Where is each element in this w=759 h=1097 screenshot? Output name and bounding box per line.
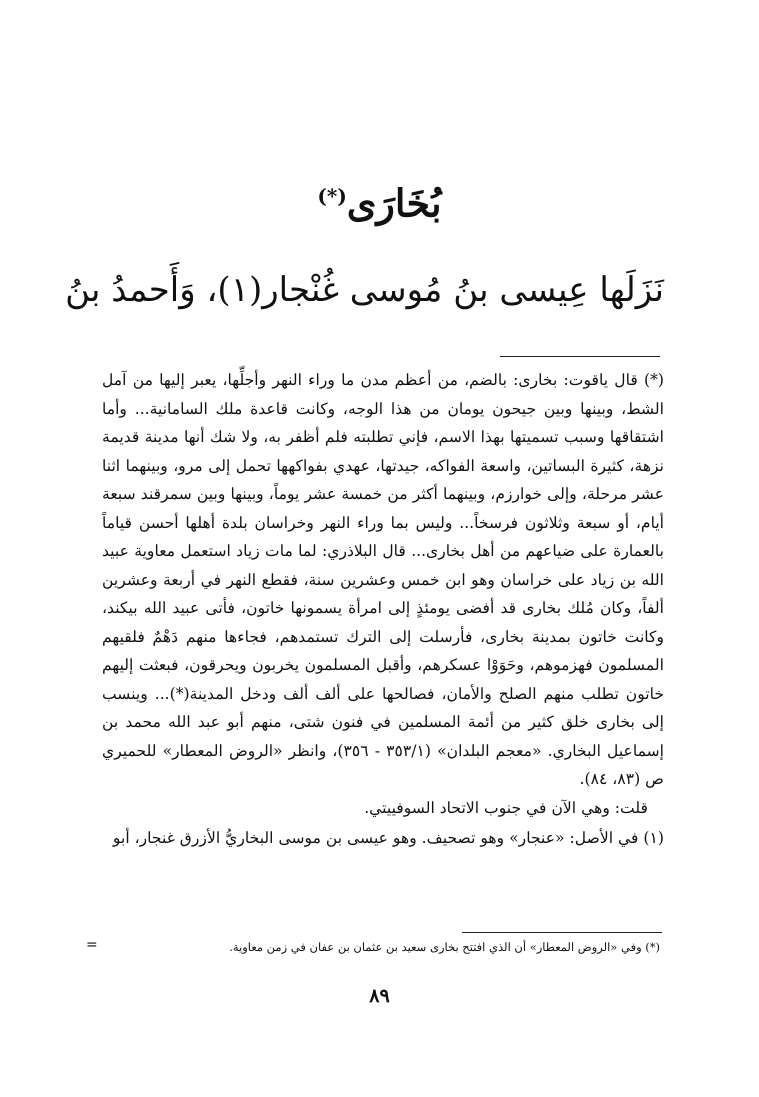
yaqut-note: (*) قال ياقوت: بخارى: بالضم، من أعظم مدن ما وراء النهر وأجلِّها، يعبر إليها من آمل الشط، وبينها وبين جيحون يومان من هذا الوجه، وكانت قاعدة ملك السامانية... وأما اشتقاقها وسبب تسميتها بهذا الاسم، فإني تطلبته فلم أظفر به، ولا شك أنها مدينة قديمة نزهة، كثيرة البساتين، واسعة الفواكه، جيدتها، عهدي بفواكهها تحمل إلى مرو، وبينهما اثنا عشر مرحلة، وإلى خوارزم، وبينهما أكثر من خمسة عشر يوماً، وبينها وبين سمرقند سبعة أيام، أو سبعة وثلاثون فرسخاً... وليس بما وراء النهر وخراسان بلدة أهلها أحسن قياماً بالعمارة على ضياعهم من أهل بخارى... قال البلاذري: لما مات زياد استعمل معاوية عبيد الله بن زياد على خراسان وهو ابن خمس وعشرين سنة، فقطع النهر في أربعة وعشرين ألفاً، وكان مُلك بخارى قد أفضى يومئذٍ إلى امرأة يسمونها خاتون، فأتى عبيد الله بيكند، وكانت خاتون بمدينة بخارى، فأرسلت إلى الترك تستمدهم، فجاءها منهم دَهْمٌ فلقيهم المسلمون فهزموهم، وحَوَوْا عسكرهم، وأقبل المسلمون يخربون ويحرقون، فبعثت إليهم خاتون تطلب منهم الصلح والأمان، فصالحها على ألف ألف ودخل المدينة(*)... وينسب إلى بخارى خلق كثير من أئمة المسلمين في فنون شتى، منهم أبو عبد الله محمد بن إسماعيل البخاري. «معجم البلدان» (٣٥٣/١ - ٣٥٦)، وانظر «الروض المعطار» للحميري ص (٨٣، ٨٤). [102, 371, 664, 788]
author-remark: قلت: وهي الآن في جنوب الاتحاد السوفييتي. [364, 798, 648, 817]
continuation-mark: = [86, 937, 98, 953]
notes-block [102, 366, 664, 853]
page-number: ٨٩ [369, 985, 390, 1007]
entry-title [0, 168, 759, 232]
entry-title-text: بُخَارَى [346, 180, 442, 226]
notes-divider [500, 356, 660, 357]
bottom-footnote: (*) وفي «الروض المعطار» أن الذي افتتح بخارى سعيد بن عثمان بن عفان في زمن معاوية. [229, 940, 660, 954]
footnote-1: (١) في الأصل: «عنجار» وهو تصحيف. وهو عيسى بن موسى البخاريُّ الأزرق غنجار، أبو [112, 829, 664, 847]
opening-line: نَزَلَها عِيسى بنُ مُوسى غُنْجار(١)، وَأَحمدُ بنُ [65, 270, 664, 310]
footnote-divider [462, 932, 662, 933]
entry-title-mark: (*) [317, 184, 347, 208]
